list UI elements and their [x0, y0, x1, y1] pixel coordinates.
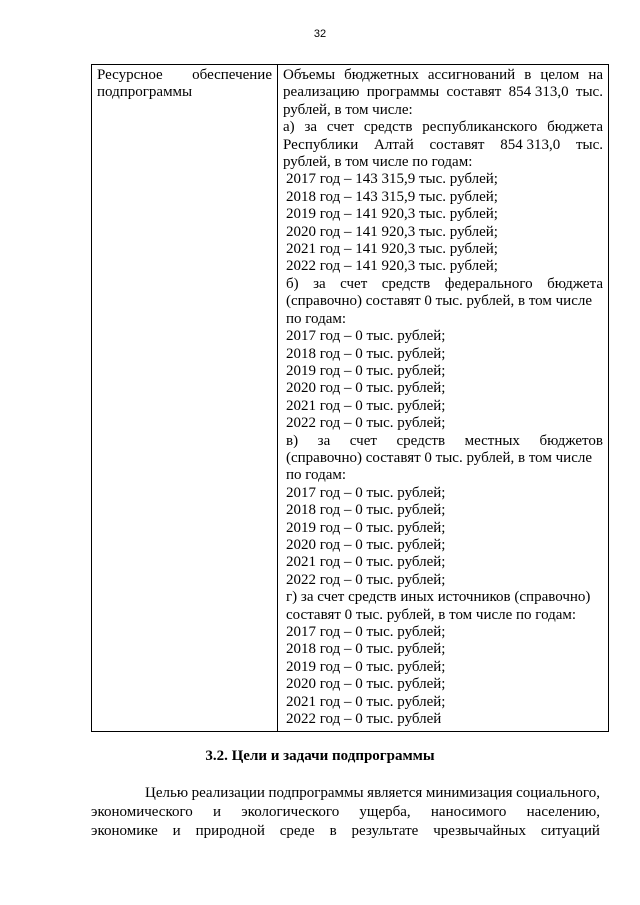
paragraph-word: населению, [526, 804, 600, 820]
text-word: средств [363, 119, 413, 136]
year-amount: 2019 год – 141 920,3 тыс. рублей; [286, 206, 498, 223]
text-word: составят [429, 136, 485, 153]
year-amount: 2020 год – 0 тыс. рублей; [286, 380, 446, 397]
text-line [286, 293, 603, 310]
text-word: ассигнований [427, 67, 516, 83]
paragraph-word: является [367, 785, 423, 801]
text-word: б) [286, 275, 299, 292]
text-line [283, 154, 603, 171]
paragraph-word: экономического [91, 804, 193, 820]
text-line [286, 589, 603, 606]
text-word: рублей, в том числе по годам: [283, 154, 473, 171]
text-word: в [524, 67, 532, 83]
text-word: средств [381, 275, 431, 292]
paragraph-word: социального, [516, 785, 600, 801]
year-amount: 2018 год – 143 315,9 тыс. рублей; [286, 188, 498, 205]
table-row [92, 65, 609, 732]
year-amount: 2021 год – 0 тыс. рублей; [286, 397, 446, 414]
text-word: средств [396, 432, 446, 449]
text-word: (справочно) составят 0 тыс. рублей, в том числе [286, 449, 593, 466]
year-amount: 2017 год – 0 тыс. рублей; [286, 484, 446, 501]
text-line [283, 102, 603, 119]
label-cell [92, 65, 278, 732]
year-amount: 2020 год – 0 тыс. рублей; [286, 536, 446, 553]
paragraph-line [91, 822, 600, 841]
page-number: 32 [313, 28, 327, 40]
paragraph-word: среде [279, 823, 315, 839]
text-word: Республики [283, 136, 359, 153]
text-line [286, 433, 603, 450]
text-word: бюджетов [539, 432, 603, 449]
label-word: обеспечение [192, 67, 272, 83]
republic-budget-years [283, 171, 603, 275]
paragraph-word: подпрограммы [268, 785, 364, 801]
text-word: в) [286, 432, 299, 449]
text-word: г) за счет средств иных источников (справочно) [286, 589, 591, 606]
text-word: на [588, 67, 603, 83]
text-line [286, 467, 603, 484]
resource-table [91, 64, 609, 732]
text-word: счет [326, 119, 355, 136]
year-amount: 2022 год – 0 тыс. рублей; [286, 571, 446, 588]
year-amount: 2020 год – 0 тыс. рублей; [286, 676, 446, 693]
text-word: составят [446, 84, 502, 101]
text-word: (справочно) составят 0 тыс. рублей, в том числе [286, 293, 593, 310]
text-word: 854 313,0 [500, 136, 561, 153]
paragraph-word: минимизация [425, 785, 513, 801]
federal-budget-block [283, 276, 603, 328]
year-amount: 2021 год – 141 920,3 тыс. рублей; [286, 241, 498, 258]
text-word: 854 313,0 [508, 84, 569, 101]
year-amount: 2017 год – 0 тыс. рублей; [286, 624, 446, 640]
text-word: рублей, в том числе: [283, 101, 413, 118]
paragraph-word: наносимого [430, 804, 507, 820]
text-word: счет [340, 275, 368, 292]
local-budget-years [283, 485, 603, 589]
other-sources-block [283, 589, 603, 624]
paragraph-word: результате [351, 823, 419, 839]
value-cell [278, 65, 609, 732]
text-word: бюджетных [344, 67, 419, 83]
paragraph-word: и [212, 804, 222, 820]
paragraph-word: Целью [145, 785, 189, 801]
paragraph-word: и [172, 823, 181, 839]
federal-budget-years [283, 328, 603, 432]
text-line [286, 276, 603, 293]
text-word: бюджета [547, 275, 603, 292]
republic-budget-block [283, 119, 603, 171]
paragraph-word: экологического [241, 804, 340, 820]
text-word: тыс. [575, 84, 603, 101]
paragraph-word: природной [195, 823, 265, 839]
label-line: подпрограммы [97, 84, 193, 101]
text-line [286, 311, 603, 328]
year-amount: 2019 год – 0 тыс. рублей; [286, 658, 446, 675]
text-word: бюджета [547, 119, 603, 136]
year-amount: 2017 год – 0 тыс. рублей; [286, 328, 446, 345]
text-word: а) [283, 119, 295, 136]
text-word: целом [540, 67, 580, 83]
year-amount: 2022 год – 0 тыс. рублей [286, 711, 442, 728]
paragraph-line [91, 784, 600, 803]
text-line [283, 84, 603, 101]
text-line [286, 607, 603, 624]
text-word: за [313, 275, 326, 292]
text-word: счет [349, 432, 377, 449]
paragraph-line [91, 803, 600, 822]
text-word: федерального [444, 275, 533, 292]
year-amount: 2022 год – 0 тыс. рублей; [286, 415, 446, 432]
text-word: Объемы [283, 67, 336, 83]
text-line [283, 137, 603, 154]
section-title: 3.2. Цели и задачи подпрограммы [205, 748, 435, 764]
text-word: составят 0 тыс. рублей, в том числе по годам: [286, 606, 577, 623]
text-word: за [317, 432, 331, 449]
year-amount: 2018 год – 0 тыс. рублей; [286, 641, 446, 658]
text-line [286, 450, 603, 467]
text-word: программы [366, 84, 440, 101]
year-amount: 2019 год – 0 тыс. рублей; [286, 362, 446, 379]
year-amount: 2017 год – 143 315,9 тыс. рублей; [286, 171, 498, 188]
year-amount: 2019 год – 0 тыс. рублей; [286, 519, 446, 536]
label-line [97, 67, 272, 84]
year-amount: 2018 год – 0 тыс. рублей; [286, 502, 446, 519]
paragraph-word: ситуаций [540, 823, 600, 839]
text-word: по годам: [286, 467, 347, 484]
label-word: Ресурсное [97, 67, 163, 83]
section-paragraph [91, 784, 600, 841]
text-word: реализацию [283, 84, 360, 101]
text-word: местных [464, 432, 520, 449]
text-line [283, 67, 603, 84]
text-line [283, 119, 603, 136]
paragraph-word: экономике [91, 823, 158, 839]
text-word: за [304, 119, 318, 136]
paragraph-word: реализации [191, 785, 265, 801]
year-amount: 2020 год – 141 920,3 тыс. рублей; [286, 223, 498, 240]
year-amount: 2018 год – 0 тыс. рублей; [286, 345, 446, 362]
other-sources-years [283, 624, 603, 728]
local-budget-block [283, 433, 603, 485]
text-word: республиканского [422, 119, 538, 136]
year-amount: 2021 год – 0 тыс. рублей; [286, 693, 446, 710]
text-word: по годам: [286, 310, 347, 327]
intro-block [283, 67, 603, 119]
paragraph-word: ущерба, [359, 804, 411, 820]
text-word: тыс. [575, 136, 603, 153]
paragraph-word: в [329, 823, 337, 839]
paragraph-word: чрезвычайных [433, 823, 526, 839]
text-word: Алтай [374, 136, 414, 153]
year-amount: 2021 год – 0 тыс. рублей; [286, 554, 446, 571]
year-amount: 2022 год – 141 920,3 тыс. рублей; [286, 258, 498, 275]
